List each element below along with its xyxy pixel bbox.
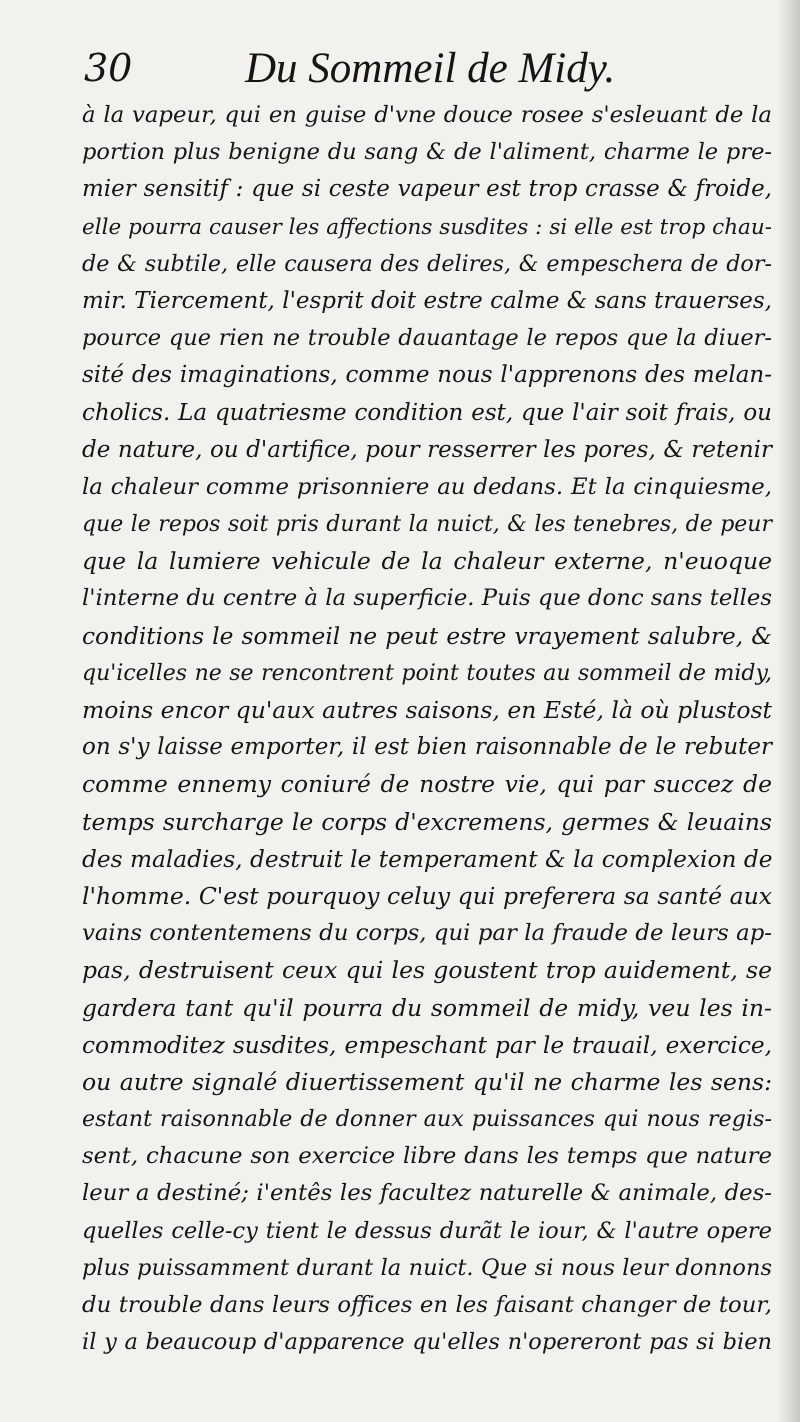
text-line: l'homme. C'est pourquoy celuy qui preferera sa santé aux: [82, 881, 772, 910]
body-text: [82, 97, 772, 1361]
text-line: qu'icelles ne se rencontrent point toutes au sommeil de midy,: [82, 660, 772, 686]
text-line: cholics. La quatriesme condition est, que l'air soit frais, ou: [82, 399, 772, 426]
text-line: plus puissamment durant la nuict. Que si nous leur donnons: [82, 1254, 772, 1281]
text-line: commoditez susdites, empeschant par le trauail, exercice,: [82, 1031, 772, 1059]
text-line: du trouble dans leurs offices en les faisant changer de tour,: [82, 1292, 772, 1318]
text-line: de & subtile, elle causera des delires, & empeschera de dor-: [82, 250, 772, 277]
text-line: des maladies, destruit le temperament & la complexion de: [82, 845, 773, 873]
text-line: la chaleur comme prisonniere au dedans. Et la cinquiesme,: [82, 473, 772, 500]
text-line: que la lumiere vehicule de la chaleur externe, n'euoque: [82, 547, 772, 576]
text-line: temps surcharge le corps d'excremens, germes & leuains: [82, 807, 772, 836]
text-line: quelles celle-cy tient le dessus durãt le iour, & l'autre opere: [82, 1217, 772, 1244]
page-header: [0, 44, 800, 94]
text-line: à la vapeur, qui en guise d'vne douce rosee s'esleuant de la: [82, 102, 772, 128]
page-number: 30: [84, 46, 133, 90]
text-line: vains contentemens du corps, qui par la fraude de leurs ap-: [82, 920, 772, 947]
text-line: mier sensitif : que si ceste vapeur est trop crasse & froide,: [82, 176, 772, 203]
text-line: on s'y laisse emporter, il est bien raisonnable de le rebuter: [82, 734, 772, 761]
text-line: elle pourra causer les affections susdites : si elle est trop chau-: [82, 214, 772, 240]
text-line: estant raisonnable de donner aux puissances qui nous regis-: [82, 1106, 772, 1133]
text-line: moins encor qu'aux autres saisons, en Esté, là où plustost: [82, 696, 772, 724]
text-line: portion plus benigne du sang & de l'aliment, charme le pre-: [82, 139, 772, 166]
text-line: sité des imaginations, comme nous l'apprenons des melan-: [82, 362, 772, 389]
text-line: pas, destruisent ceux qui les goustent trop auidement, se: [82, 956, 772, 985]
text-line: l'interne du centre à la superficie. Puis que donc sans telles: [82, 585, 772, 612]
text-line: pource que rien ne trouble dauantage le repos que la diuer-: [82, 325, 772, 352]
text-line: comme ennemy coniuré de nostre vie, qui par succez de: [82, 770, 772, 799]
running-title: Du Sommeil de Midy.: [245, 45, 616, 92]
text-line: sent, chacune son exercice libre dans les temps que nature: [82, 1143, 772, 1170]
text-line: de nature, ou d'artifice, pour resserrer les pores, & retenir: [82, 436, 772, 463]
text-line: conditions le sommeil ne peut estre vrayement salubre, &: [82, 622, 772, 650]
text-line: leur a destiné; i'entês les facultez naturelle & animale, des-: [82, 1180, 772, 1207]
text-line: il y a beaucoup d'apparence qu'elles n'opereront pas si bien: [82, 1329, 772, 1356]
text-line: ou autre signalé diuertissement qu'il ne charme les sens:: [82, 1067, 772, 1096]
page-edge-shadow: [778, 0, 800, 1422]
text-line: mir. Tiercement, l'esprit doit estre calme & sans trauerses,: [82, 287, 772, 314]
text-line: que le repos soit pris durant la nuict, & les tenebres, de peur: [82, 512, 772, 538]
text-line: gardera tant qu'il pourra du sommeil de midy, veu les in-: [82, 993, 772, 1022]
